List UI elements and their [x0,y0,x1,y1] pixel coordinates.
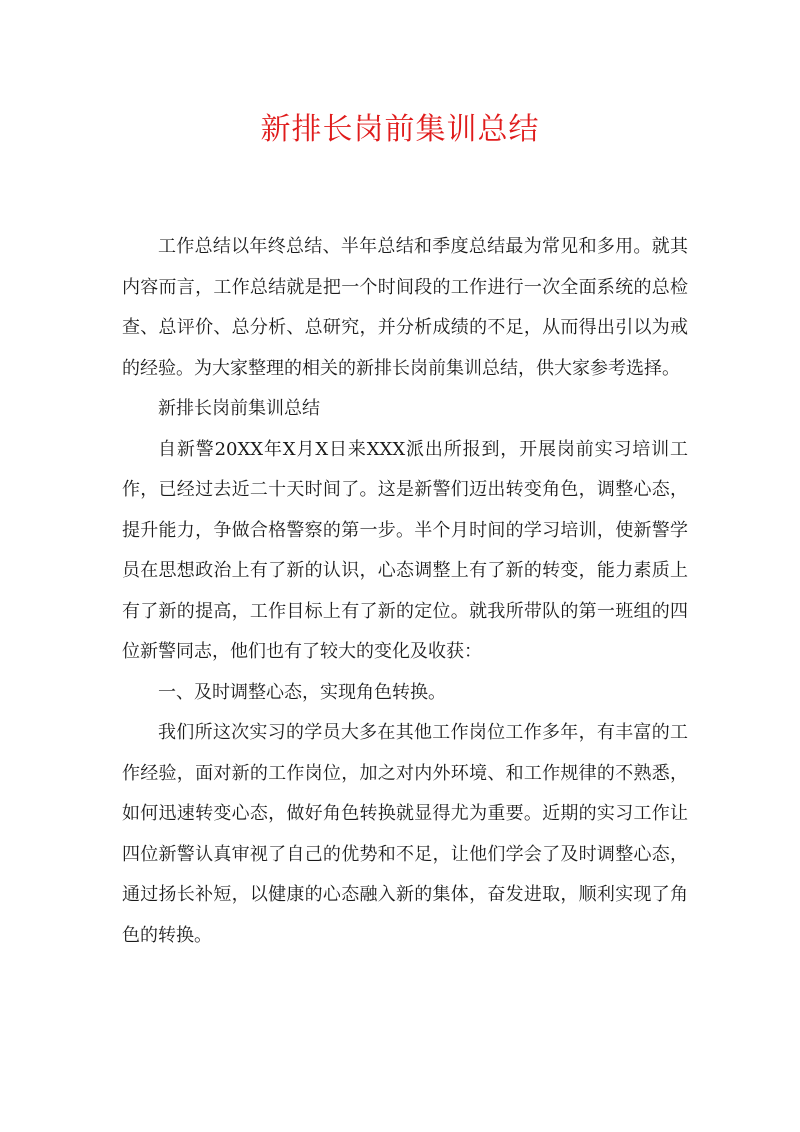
paragraph-subtitle: 新排长岗前集训总结 [158,398,320,419]
paragraph-report: 自新警20XX年X月X日来XXX派出所报到，开展岗前实习培训工作，已经过去近二十天时间了。这是新警们迈出转变角色，调整心态，提升能力，争做合格警察的第一步。半个月时间的学习培训，使新警学员在思想政治上有了新的认识，心态调整上有了新的转变，能力素质上有了新的提高，工作目标上有了新的定位。就我所带队的第一班组的四位新警同志，他们也有了较大的变化及收获： [122,438,688,662]
paragraph-section-heading: 一、及时调整心态，实现角色转换。 [158,681,446,703]
paragraph-section-body: 我们所这次实习的学员大多在其他工作岗位工作多年，有丰富的工作经验，面对新的工作岗位，加之对内外环境、和工作规律的不熟悉，如何迅速转变心态，做好角色转换就显得尤为重要。近期的实习工作让四位新警认真审视了自己的优势和不足，让他们学会了及时调整心态，通过扬长补短，以健康的心态融入新的集体，奋发进取，顺利实现了角色的转换。 [122,722,688,946]
paragraph-intro: 工作总结以年终总结、半年总结和季度总结最为常见和多用。就其内容而言，工作总结就是把一个时间段的工作进行一次全面系统的总检查、总评价、总分析、总研究，并分析成绩的不足，从而得出引以为戒的经验。为大家整理的相关的新排长岗前集训总结，供大家参考选择。 [122,236,688,379]
document-body [122,227,688,956]
document-title: 新排长岗前集训总结 [260,112,540,147]
